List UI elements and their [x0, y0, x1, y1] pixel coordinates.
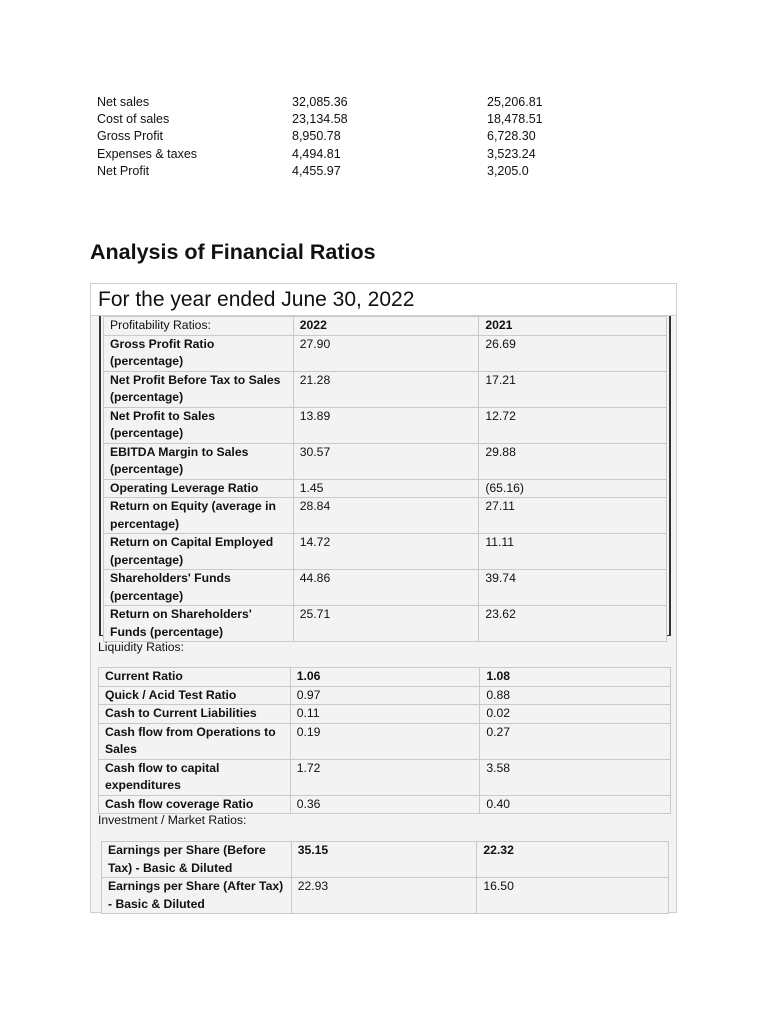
- income-value-2021: 3,523.24: [487, 146, 536, 161]
- ratio-value-2021: 39.74: [479, 570, 667, 606]
- table-row: [104, 606, 667, 642]
- profitability-section: [99, 316, 671, 639]
- ratio-label: Current Ratio: [99, 668, 291, 687]
- ratio-value-2021: 16.50: [477, 878, 669, 914]
- analysis-title: Analysis of Financial Ratios: [90, 240, 376, 264]
- table-row: [104, 570, 667, 606]
- table-row: [104, 498, 667, 534]
- income-value-2021: 25,206.81: [487, 95, 543, 109]
- ratio-label: Net Profit to Sales (percentage): [104, 407, 294, 443]
- ratio-value-2021: 26.69: [479, 335, 667, 371]
- ratio-value-2022: 0.97: [290, 686, 480, 705]
- table-row: [99, 759, 671, 795]
- income-value-2022: 23,134.58: [292, 112, 348, 127]
- ratio-label: Return on Shareholders' Funds (percentage): [104, 606, 294, 642]
- ratio-value-2022: 30.57: [293, 443, 479, 479]
- table-row: [102, 878, 669, 914]
- table-row: [99, 668, 671, 687]
- ratio-value-2021: 11.11: [479, 534, 667, 570]
- ratio-value-2022: 0.11: [290, 705, 480, 724]
- ratio-value-2022: 44.86: [293, 570, 479, 606]
- ratio-label: Earnings per Share (After Tax) - Basic & Diluted: [102, 878, 292, 914]
- ratio-value-2021: 12.72: [479, 407, 667, 443]
- ratio-value-2022: 1.72: [290, 759, 480, 795]
- income-label: Cost of sales: [97, 112, 170, 127]
- ratio-label: Shareholders' Funds (percentage): [104, 570, 294, 606]
- table-row: [99, 686, 671, 705]
- table-row: [99, 705, 671, 724]
- ratio-value-2022: 1.06: [290, 668, 480, 687]
- income-label: Net Profit: [97, 163, 150, 178]
- ratio-label: Operating Leverage Ratio: [104, 479, 294, 498]
- income-label: Net sales: [97, 95, 150, 109]
- liquidity-table: [98, 667, 671, 814]
- ratio-value-2022: 27.90: [293, 335, 479, 371]
- ratio-value-2022: 13.89: [293, 407, 479, 443]
- ratio-value-2021: 0.02: [480, 705, 671, 724]
- ratio-value-2022: 35.15: [291, 842, 477, 878]
- ratio-label: Earnings per Share (Before Tax) - Basic & Diluted: [102, 842, 292, 878]
- ratio-value-2021: 0.40: [480, 795, 671, 814]
- ratio-value-2021: 3.58: [480, 759, 671, 795]
- ratio-value-2021: 1.08: [480, 668, 671, 687]
- ratio-value-2021: 29.88: [479, 443, 667, 479]
- ratio-value-2022: 0.19: [290, 723, 480, 759]
- year-2022-header: 2022: [293, 317, 479, 336]
- ratio-label: Cash flow coverage Ratio: [99, 795, 291, 814]
- profitability-header-row: [104, 317, 667, 336]
- ratio-value-2022: 1.45: [293, 479, 479, 498]
- ratio-label: Return on Equity (average in percentage): [104, 498, 294, 534]
- ratio-value-2022: 25.71: [293, 606, 479, 642]
- liquidity-label: Liquidity Ratios:: [98, 640, 185, 654]
- table-row: [104, 407, 667, 443]
- year-2021-header: 2021: [479, 317, 667, 336]
- income-row: [97, 94, 607, 111]
- income-row: [97, 111, 607, 128]
- ratio-label: Net Profit Before Tax to Sales (percentage): [104, 371, 294, 407]
- profitability-header-label: Profitability Ratios:: [104, 317, 294, 336]
- ratio-value-2021: (65.16): [479, 479, 667, 498]
- period-heading: For the year ended June 30, 2022: [91, 284, 676, 316]
- ratio-value-2021: 17.21: [479, 371, 667, 407]
- table-row: [104, 443, 667, 479]
- income-value-2022: 8,950.78: [292, 129, 341, 144]
- income-row: [97, 163, 607, 180]
- ratio-value-2022: 28.84: [293, 498, 479, 534]
- ratio-value-2022: 0.36: [290, 795, 480, 814]
- ratio-label: Cash to Current Liabilities: [99, 705, 291, 724]
- investment-table: [101, 841, 669, 914]
- table-row: [104, 335, 667, 371]
- income-value-2021: 6,728.30: [487, 129, 536, 144]
- ratio-value-2021: 0.27: [480, 723, 671, 759]
- income-row: [97, 128, 607, 145]
- ratio-value-2021: 0.88: [480, 686, 671, 705]
- income-value-2022: 32,085.36: [292, 95, 348, 109]
- ratio-value-2022: 14.72: [293, 534, 479, 570]
- table-row: [104, 534, 667, 570]
- ratio-value-2022: 22.93: [291, 878, 477, 914]
- table-row: [99, 723, 671, 759]
- income-row: [97, 146, 607, 163]
- income-value-2022: 4,494.81: [292, 146, 341, 161]
- income-summary: [97, 94, 607, 180]
- income-value-2021: 3,205.0: [487, 163, 529, 178]
- ratio-label: EBITDA Margin to Sales (percentage): [104, 443, 294, 479]
- table-row: [104, 479, 667, 498]
- ratio-label: Gross Profit Ratio (percentage): [104, 335, 294, 371]
- ratios-frame: [90, 283, 677, 913]
- table-row: [104, 371, 667, 407]
- table-row: [99, 795, 671, 814]
- income-value-2022: 4,455.97: [292, 163, 341, 178]
- income-label: Expenses & taxes: [97, 146, 198, 161]
- income-label: Gross Profit: [97, 129, 163, 144]
- ratio-label: Return on Capital Employed (percentage): [104, 534, 294, 570]
- profitability-table: [103, 316, 667, 642]
- ratio-label: Quick / Acid Test Ratio: [99, 686, 291, 705]
- table-row: [102, 842, 669, 878]
- income-value-2021: 18,478.51: [487, 112, 543, 127]
- ratio-value-2021: 23.62: [479, 606, 667, 642]
- ratio-value-2021: 27.11: [479, 498, 667, 534]
- ratio-label: Cash flow from Operations to Sales: [99, 723, 291, 759]
- ratio-value-2022: 21.28: [293, 371, 479, 407]
- ratio-value-2021: 22.32: [477, 842, 669, 878]
- investment-label: Investment / Market Ratios:: [98, 813, 247, 827]
- ratio-label: Cash flow to capital expenditures: [99, 759, 291, 795]
